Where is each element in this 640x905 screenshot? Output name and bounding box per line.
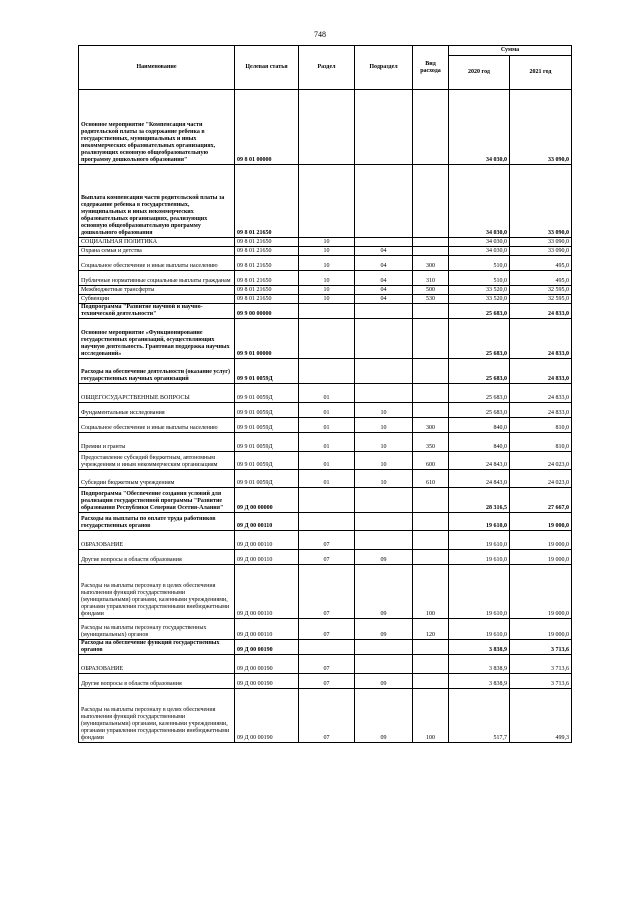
row-sum-2020: 25 683,0 — [449, 359, 510, 384]
table-row — [79, 359, 572, 384]
row-section: 10 — [299, 271, 355, 286]
row-expense-type — [413, 165, 449, 238]
row-subsection: 04 — [355, 286, 413, 295]
row-section — [299, 304, 355, 319]
row-name: ОБЩЕГОСУДАРСТВЕННЫЕ ВОПРОСЫ — [79, 384, 235, 403]
row-subsection: 09 — [355, 565, 413, 619]
row-expense-type: 310 — [413, 271, 449, 286]
row-expense-type — [413, 674, 449, 689]
row-name: Основное мероприятие «Функционирование государственных организаций, осуществляющих научную деятельность. Грантовая поддержка научных исследований» — [79, 319, 235, 359]
table-row — [79, 256, 572, 271]
table-row — [79, 403, 572, 418]
row-sum-2020: 19 610,0 — [449, 619, 510, 640]
table-row — [79, 271, 572, 286]
row-target-article: 09 Д 00 00000 — [235, 488, 299, 513]
row-sum-2020: 840,0 — [449, 433, 510, 452]
row-name: Расходы на обеспечение деятельности (оказание услуг) государственных научных организаций — [79, 359, 235, 384]
row-sum-2021: 33 090,0 — [510, 90, 572, 165]
row-sum-2020: 510,0 — [449, 256, 510, 271]
row-target-article: 09 Д 00 00190 — [235, 689, 299, 743]
row-expense-type — [413, 304, 449, 319]
table-row — [79, 531, 572, 550]
row-section: 07 — [299, 565, 355, 619]
row-name: Фундаментальные исследования — [79, 403, 235, 418]
row-expense-type — [413, 513, 449, 531]
row-section: 10 — [299, 295, 355, 304]
row-target-article: 09 8 01 21650 — [235, 295, 299, 304]
row-sum-2020: 24 843,0 — [449, 470, 510, 488]
row-subsection: 10 — [355, 452, 413, 470]
table-row — [79, 640, 572, 655]
row-section: 10 — [299, 247, 355, 256]
row-target-article: 09 Д 00 00190 — [235, 674, 299, 689]
row-sum-2020: 33 520,0 — [449, 295, 510, 304]
row-expense-type — [413, 531, 449, 550]
row-name: Публичные нормативные социальные выплаты гражданам — [79, 271, 235, 286]
row-name: Другие вопросы в области образования — [79, 674, 235, 689]
table-row — [79, 90, 572, 165]
row-target-article: 09 9 01 00000 — [235, 319, 299, 359]
table-row — [79, 238, 572, 247]
row-expense-type: 100 — [413, 689, 449, 743]
row-subsection: 09 — [355, 550, 413, 565]
row-subsection: 09 — [355, 619, 413, 640]
row-subsection — [355, 384, 413, 403]
row-section: 01 — [299, 470, 355, 488]
row-sum-2021: 33 090,0 — [510, 165, 572, 238]
row-sum-2020: 25 683,0 — [449, 384, 510, 403]
row-sum-2021: 499,3 — [510, 689, 572, 743]
table-row — [79, 655, 572, 674]
row-sum-2020: 19 610,0 — [449, 513, 510, 531]
row-subsection — [355, 304, 413, 319]
budget-table — [78, 45, 572, 743]
row-section: 10 — [299, 256, 355, 271]
row-name: СОЦИАЛЬНАЯ ПОЛИТИКА — [79, 238, 235, 247]
row-expense-type: 610 — [413, 470, 449, 488]
row-subsection — [355, 488, 413, 513]
row-sum-2021: 32 595,0 — [510, 295, 572, 304]
row-subsection: 09 — [355, 689, 413, 743]
row-subsection: 04 — [355, 256, 413, 271]
row-expense-type — [413, 359, 449, 384]
row-sum-2020: 34 030,0 — [449, 165, 510, 238]
row-expense-type — [413, 550, 449, 565]
header-year-2021: 2021 год — [510, 56, 572, 90]
row-name: Охрана семьи и детства — [79, 247, 235, 256]
header-sum: Сумма — [449, 46, 572, 56]
row-target-article: 09 Д 00 00110 — [235, 565, 299, 619]
row-section: 07 — [299, 619, 355, 640]
row-expense-type — [413, 640, 449, 655]
row-section: 07 — [299, 655, 355, 674]
row-sum-2020: 34 030,0 — [449, 90, 510, 165]
table-row — [79, 513, 572, 531]
row-section — [299, 488, 355, 513]
row-expense-type — [413, 384, 449, 403]
row-sum-2020: 510,0 — [449, 271, 510, 286]
row-section: 01 — [299, 452, 355, 470]
row-sum-2020: 3 838,9 — [449, 640, 510, 655]
row-target-article: 09 9 01 0059Д — [235, 452, 299, 470]
row-expense-type — [413, 403, 449, 418]
row-target-article: 09 9 01 0059Д — [235, 433, 299, 452]
row-sum-2021: 27 667,0 — [510, 488, 572, 513]
row-subsection — [355, 655, 413, 674]
row-section: 01 — [299, 384, 355, 403]
row-section — [299, 165, 355, 238]
row-sum-2020: 19 610,0 — [449, 550, 510, 565]
page-number: 748 — [314, 30, 326, 39]
row-sum-2021: 24 023,0 — [510, 470, 572, 488]
row-subsection — [355, 359, 413, 384]
row-subsection — [355, 238, 413, 247]
row-sum-2021: 19 000,0 — [510, 531, 572, 550]
row-section — [299, 640, 355, 655]
table-row — [79, 286, 572, 295]
row-target-article: 09 8 01 00000 — [235, 90, 299, 165]
row-target-article: 09 Д 00 00110 — [235, 619, 299, 640]
row-subsection: 10 — [355, 418, 413, 433]
table-row — [79, 452, 572, 470]
row-sum-2021: 24 833,0 — [510, 403, 572, 418]
row-sum-2020: 25 683,0 — [449, 304, 510, 319]
row-sum-2021: 19 000,0 — [510, 619, 572, 640]
row-sum-2021: 495,0 — [510, 256, 572, 271]
row-sum-2021: 24 833,0 — [510, 359, 572, 384]
row-target-article: 09 8 01 21650 — [235, 271, 299, 286]
row-sum-2021: 810,0 — [510, 433, 572, 452]
table-row — [79, 550, 572, 565]
row-sum-2021: 19 000,0 — [510, 550, 572, 565]
row-section — [299, 513, 355, 531]
row-sum-2021: 24 023,0 — [510, 452, 572, 470]
row-section — [299, 359, 355, 384]
row-subsection — [355, 640, 413, 655]
table-row — [79, 565, 572, 619]
row-sum-2020: 25 683,0 — [449, 319, 510, 359]
row-expense-type: 120 — [413, 619, 449, 640]
header-target-article: Целевая статья — [235, 46, 299, 90]
row-expense-type: 300 — [413, 256, 449, 271]
row-name: Премии и гранты — [79, 433, 235, 452]
row-subsection: 04 — [355, 271, 413, 286]
row-name: Расходы на обеспечение функций государственных органов — [79, 640, 235, 655]
row-section: 07 — [299, 550, 355, 565]
row-subsection — [355, 513, 413, 531]
row-sum-2020: 19 610,0 — [449, 531, 510, 550]
row-sum-2021: 19 000,0 — [510, 513, 572, 531]
table-row — [79, 384, 572, 403]
row-target-article: 09 Д 00 00110 — [235, 513, 299, 531]
row-name: Предоставление субсидий бюджетным, автономным учреждениям и иным некоммерческим организациям — [79, 452, 235, 470]
row-sum-2021: 33 090,0 — [510, 238, 572, 247]
row-name: Субсидии бюджетным учреждениям — [79, 470, 235, 488]
row-target-article: 09 Д 00 00110 — [235, 550, 299, 565]
row-sum-2020: 24 843,0 — [449, 452, 510, 470]
row-section — [299, 319, 355, 359]
row-name: Социальное обеспечение и иные выплаты населению — [79, 418, 235, 433]
row-sum-2021: 24 833,0 — [510, 304, 572, 319]
table-row — [79, 689, 572, 743]
row-expense-type: 500 — [413, 286, 449, 295]
table-row — [79, 247, 572, 256]
table-row — [79, 304, 572, 319]
row-subsection — [355, 319, 413, 359]
row-name: ОБРАЗОВАНИЕ — [79, 531, 235, 550]
row-section: 07 — [299, 674, 355, 689]
row-sum-2021: 3 713,6 — [510, 640, 572, 655]
row-section: 01 — [299, 418, 355, 433]
table-row — [79, 418, 572, 433]
row-sum-2020: 3 838,9 — [449, 674, 510, 689]
row-expense-type — [413, 247, 449, 256]
row-sum-2021: 24 833,0 — [510, 384, 572, 403]
table-body — [79, 90, 572, 743]
row-expense-type — [413, 90, 449, 165]
row-target-article: 09 9 01 0059Д — [235, 403, 299, 418]
row-sum-2020: 3 838,9 — [449, 655, 510, 674]
row-expense-type: 530 — [413, 295, 449, 304]
row-expense-type: 350 — [413, 433, 449, 452]
row-sum-2021: 3 713,6 — [510, 655, 572, 674]
row-name: Выплата компенсации части родительской платы за содержание ребенка в государственных, муниципальных и иных некоммерческих образовательных организациях, реализующих основную общеобразовательную программу дошкольного образования — [79, 165, 235, 238]
row-target-article: 09 8 01 21650 — [235, 256, 299, 271]
row-sum-2020: 19 610,0 — [449, 565, 510, 619]
row-name: Другие вопросы в области образования — [79, 550, 235, 565]
row-subsection: 10 — [355, 433, 413, 452]
row-target-article: 09 8 01 21650 — [235, 238, 299, 247]
row-name: Подпрограмма "Обеспечение создания условий для реализации государственной программы "Развитие образования Республики Северная Осетия-Алания" — [79, 488, 235, 513]
header-name: Наименование — [79, 46, 235, 90]
row-section: 01 — [299, 403, 355, 418]
row-name: Межбюджетные трансферты — [79, 286, 235, 295]
row-subsection — [355, 531, 413, 550]
row-name: Расходы на выплаты персоналу государственных (муниципальных) органов — [79, 619, 235, 640]
table-row — [79, 619, 572, 640]
row-name: Социальное обеспечение и иные выплаты населению — [79, 256, 235, 271]
row-expense-type — [413, 655, 449, 674]
row-target-article: 09 8 01 21650 — [235, 165, 299, 238]
row-section: 01 — [299, 433, 355, 452]
table-row — [79, 433, 572, 452]
row-expense-type — [413, 488, 449, 513]
row-name: Расходы на выплаты персоналу в целях обеспечения выполнения функций государственными (муниципальными) органами, казенными учреждениями, органами управления государственными внебюджетными фондами — [79, 689, 235, 743]
row-subsection — [355, 90, 413, 165]
row-expense-type: 600 — [413, 452, 449, 470]
row-section: 07 — [299, 689, 355, 743]
row-expense-type: 100 — [413, 565, 449, 619]
table-row — [79, 674, 572, 689]
row-sum-2021: 495,0 — [510, 271, 572, 286]
row-target-article: 09 9 01 0059Д — [235, 470, 299, 488]
table-row — [79, 488, 572, 513]
row-subsection — [355, 165, 413, 238]
row-target-article: 09 Д 00 00110 — [235, 531, 299, 550]
row-sum-2020: 34 030,0 — [449, 238, 510, 247]
row-sum-2021: 3 713,6 — [510, 674, 572, 689]
row-subsection: 10 — [355, 470, 413, 488]
table-row — [79, 165, 572, 238]
row-expense-type: 300 — [413, 418, 449, 433]
header-year-2020: 2020 год — [449, 56, 510, 90]
row-subsection: 09 — [355, 674, 413, 689]
row-target-article: 09 Д 00 00190 — [235, 655, 299, 674]
table-row — [79, 319, 572, 359]
row-subsection: 04 — [355, 247, 413, 256]
row-target-article: 09 9 00 00000 — [235, 304, 299, 319]
row-sum-2020: 840,0 — [449, 418, 510, 433]
row-target-article: 09 Д 00 00190 — [235, 640, 299, 655]
row-sum-2021: 24 833,0 — [510, 319, 572, 359]
row-sum-2020: 25 683,0 — [449, 403, 510, 418]
row-name: Подпрограмма "Развитие научной и научно-технической деятельности" — [79, 304, 235, 319]
row-subsection: 10 — [355, 403, 413, 418]
row-sum-2021: 810,0 — [510, 418, 572, 433]
row-target-article: 09 8 01 21650 — [235, 286, 299, 295]
row-name: Основное мероприятие "Компенсация части родительской платы за содержание ребенка в государственных, муниципальных и иных некоммерческих образовательных организациях, реализующих основную общеобразовательную программу дошкольного образования" — [79, 90, 235, 165]
row-name: Субвенции — [79, 295, 235, 304]
row-name: Расходы на выплаты по оплате труда работников государственных органов — [79, 513, 235, 531]
row-name: ОБРАЗОВАНИЕ — [79, 655, 235, 674]
row-target-article: 09 9 01 0059Д — [235, 359, 299, 384]
row-expense-type — [413, 238, 449, 247]
table-row — [79, 470, 572, 488]
row-expense-type — [413, 319, 449, 359]
table-row — [79, 295, 572, 304]
row-section: 10 — [299, 238, 355, 247]
header-subsection: Подраздел — [355, 46, 413, 90]
row-section: 10 — [299, 286, 355, 295]
row-section — [299, 90, 355, 165]
row-sum-2021: 33 090,0 — [510, 247, 572, 256]
row-sum-2020: 28 316,5 — [449, 488, 510, 513]
header-expense-type: Вид расхода — [413, 46, 449, 90]
row-name: Расходы на выплаты персоналу в целях обеспечения выполнения функций государственными (муниципальными) органами, казенными учреждениями, органами управления государственными внебюджетными фондами — [79, 565, 235, 619]
row-sum-2020: 33 520,0 — [449, 286, 510, 295]
row-sum-2021: 32 595,0 — [510, 286, 572, 295]
row-target-article: 09 8 01 21650 — [235, 247, 299, 256]
row-section: 07 — [299, 531, 355, 550]
row-sum-2020: 34 030,0 — [449, 247, 510, 256]
header-section: Раздел — [299, 46, 355, 90]
row-subsection: 04 — [355, 295, 413, 304]
row-target-article: 09 9 01 0059Д — [235, 418, 299, 433]
row-target-article: 09 9 01 0059Д — [235, 384, 299, 403]
row-sum-2021: 19 000,0 — [510, 565, 572, 619]
row-sum-2020: 517,7 — [449, 689, 510, 743]
